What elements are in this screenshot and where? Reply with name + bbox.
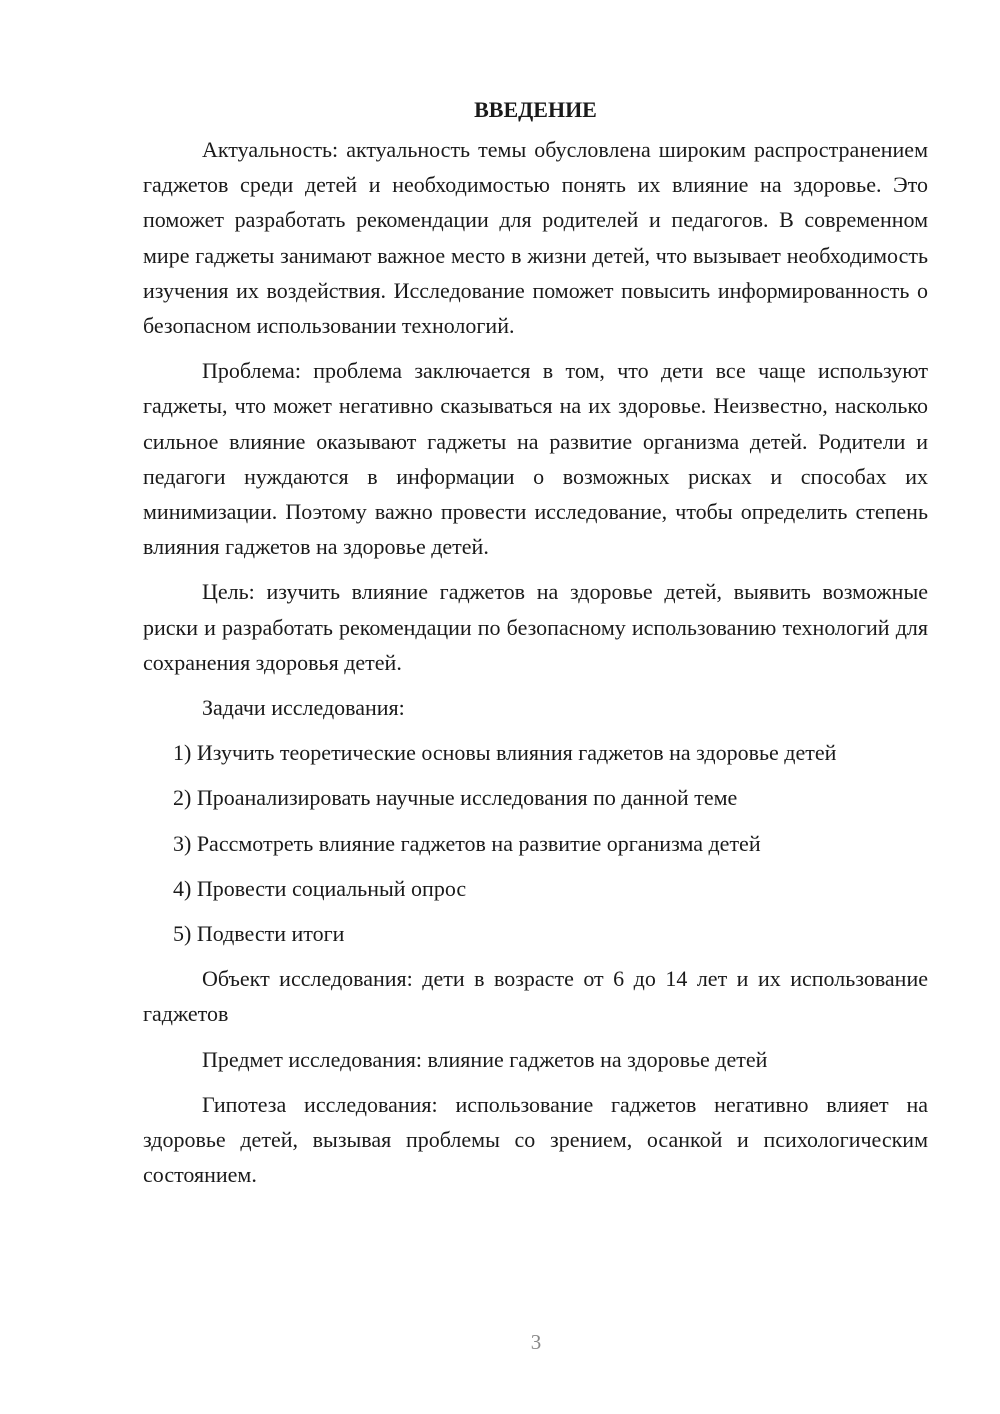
task-item: 5) Подвести итоги (173, 921, 345, 947)
page-number: 3 (530, 1330, 542, 1354)
task-item: 1) Изучить теоретические основы влияния гаджетов на здоровье детей (173, 740, 837, 766)
page-title: ВВЕДЕНИЕ (474, 97, 597, 122)
document-page (143, 90, 928, 1202)
problem-paragraph: Проблема: проблема заключается в том, что дети все чаще используют гаджеты, что может негативно сказываться на их здоровье. Неизвестно, насколько сильное влияние оказывают гаджеты на развитие организма детей. Родители и педагоги нуждаются в информации о возможных рисках и способах их минимизации. Поэтому важно провести исследование, чтобы определить степень влияния гаджетов на здоровье детей. (143, 358, 928, 560)
task-item: 2) Проанализировать научные исследования по данной теме (173, 785, 738, 811)
relevance-paragraph: Актуальность: актуальность темы обусловлена широким распространением гаджетов среди детей и необходимостью понять их влияние на здоровье. Это поможет разработать рекомендации для родителей и педагогов. В современном мире гаджеты занимают важное место в жизни детей, что вызывает необходимость изучения их воздействия. Исследование поможет повысить информированность о безопасном использовании технологий. (143, 137, 928, 339)
task-item: 4) Провести социальный опрос (173, 875, 467, 901)
subject-paragraph: Предмет исследования: влияние гаджетов на здоровье детей (202, 1046, 768, 1072)
tasks-heading: Задачи исследования: (202, 695, 405, 721)
object-paragraph: Объект исследования: дети в возрасте от 6 до 14 лет и их использование гаджетов (143, 966, 928, 1027)
hypothesis-paragraph: Гипотеза исследования: использование гаджетов негативно влияет на здоровье детей, вызывая проблемы со зрением, осанкой и психологическим состоянием. (143, 1091, 928, 1188)
tasks-list (143, 735, 928, 951)
goal-paragraph: Цель: изучить влияние гаджетов на здоровье детей, выявить возможные риски и разработать рекомендации по безопасному использованию технологий для сохранения здоровья детей. (143, 579, 928, 675)
task-item: 3) Рассмотреть влияние гаджетов на развитие организма детей (173, 830, 761, 856)
